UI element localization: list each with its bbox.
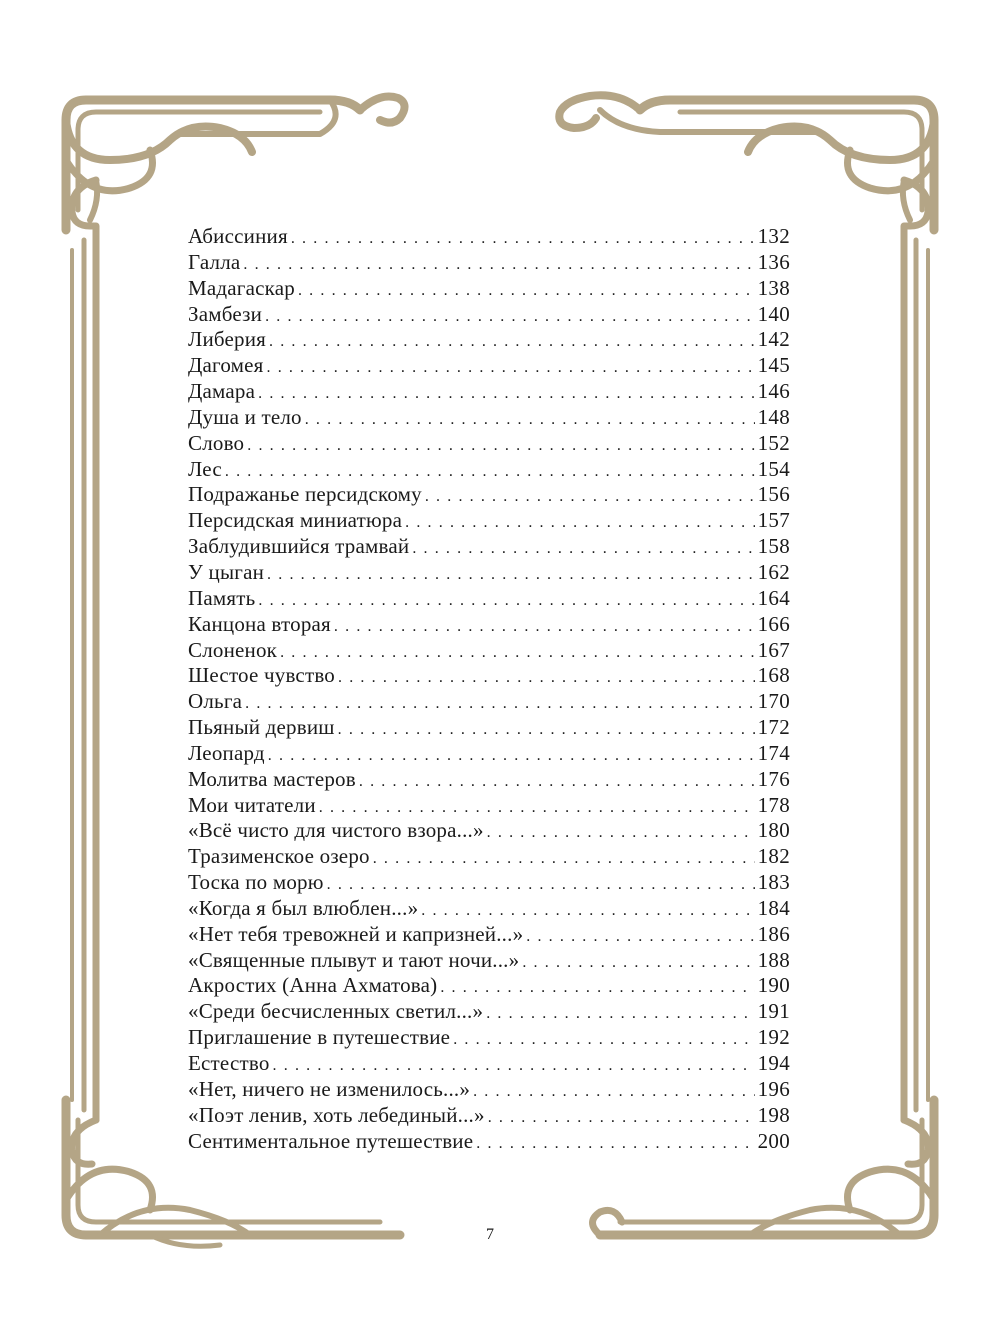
toc-entry (188, 767, 790, 793)
toc-entry (188, 431, 790, 457)
toc-entry-title: Ольга (188, 689, 243, 714)
toc-entry-title: Заблудившийся трамвай (188, 534, 410, 559)
toc-entry (188, 715, 790, 741)
toc-entry (188, 586, 790, 612)
toc-entry (188, 870, 790, 896)
toc-entry-title: Леопард (188, 740, 265, 765)
toc-entry (188, 973, 790, 999)
toc-entry-title: «Среди бесчисленных светил...» (188, 999, 484, 1024)
toc-dot-leader (487, 820, 755, 846)
toc-entry-title: Пьяный дервиш (188, 715, 335, 740)
toc-entry-page: 172 (757, 715, 790, 740)
toc-entry-title: Дагомея (188, 353, 264, 378)
toc-dot-leader (258, 588, 754, 614)
toc-entry-title: «Когда я был влюблен...» (188, 895, 419, 920)
toc-entry-title: Приглашение в путешествие (188, 1025, 451, 1050)
toc-entry-title: Персидская миниатюра (188, 508, 403, 533)
toc-entry (188, 250, 790, 276)
toc-dot-leader (338, 717, 755, 743)
toc-entry-page: 178 (757, 792, 790, 817)
toc-entry (188, 1103, 790, 1129)
toc-dot-leader (425, 484, 755, 510)
toc-entry-page: 142 (757, 327, 790, 352)
toc-entry (188, 276, 790, 302)
toc-dot-leader (412, 536, 754, 562)
toc-dot-leader (319, 795, 755, 821)
table-of-contents (188, 224, 790, 1154)
toc-entry-page: 180 (757, 818, 790, 843)
toc-entry (188, 534, 790, 560)
toc-entry-page: 190 (757, 973, 790, 998)
toc-dot-leader (267, 355, 755, 381)
toc-dot-leader (247, 433, 754, 459)
toc-entry-page: 154 (757, 456, 790, 481)
toc-dot-leader (421, 898, 754, 924)
toc-entry-title: «Всё чисто для чистого взора...» (188, 818, 484, 843)
toc-entry (188, 327, 790, 353)
toc-dot-leader (526, 924, 754, 950)
toc-entry-title: Абиссиния (188, 224, 288, 248)
toc-entry-title: Молитва мастеров (188, 766, 356, 791)
toc-dot-leader (280, 640, 755, 666)
toc-entry (188, 1051, 790, 1077)
toc-entry-title: Слово (188, 430, 245, 455)
toc-entry-page: 167 (757, 637, 790, 662)
toc-entry (188, 508, 790, 534)
toc-entry-title: Естество (188, 1051, 270, 1075)
toc-entry-title: «Нет, ничего не изменилось...» (188, 1076, 471, 1101)
toc-entry-page: 152 (757, 430, 790, 455)
toc-dot-leader (225, 459, 755, 485)
toc-dot-leader (268, 743, 755, 769)
toc-dot-leader (265, 304, 755, 330)
toc-entry-title: Тразименское озеро (188, 844, 370, 869)
toc-dot-leader (305, 407, 755, 433)
toc-dot-leader (440, 975, 754, 1001)
toc-entry-page: 136 (757, 249, 790, 274)
toc-entry-title: Мадагаскар (188, 275, 295, 300)
toc-entry-title: Акростих (Анна Ахматова) (188, 973, 438, 998)
toc-entry-page: 162 (757, 559, 790, 584)
page-number: 7 (486, 1226, 494, 1243)
toc-entry (188, 793, 790, 819)
toc-entry-title: Душа и тело (188, 404, 302, 429)
corner-ornament-top-right (559, 95, 934, 235)
toc-entry (188, 741, 790, 767)
toc-dot-leader (373, 846, 755, 872)
toc-entry-page: 191 (757, 999, 790, 1024)
toc-entry-page: 157 (757, 508, 790, 533)
toc-entry (188, 560, 790, 586)
toc-entry-title: Подражанье персидскому (188, 482, 422, 507)
toc-entry-page: 132 (757, 224, 790, 248)
toc-entry-page: 168 (757, 663, 790, 688)
toc-entry-title: «Нет тебя тревожней и капризней...» (188, 921, 524, 946)
toc-entry (188, 663, 790, 689)
toc-entry (188, 1129, 790, 1155)
toc-entry-page: 186 (757, 921, 790, 946)
toc-dot-leader (267, 562, 755, 588)
toc-entry-page: 145 (757, 353, 790, 378)
toc-dot-leader (327, 872, 755, 898)
toc-entry (188, 922, 790, 948)
toc-entry (188, 302, 790, 328)
toc-entry-title: Мои читатели (188, 792, 316, 817)
toc-dot-leader (273, 1053, 755, 1079)
corner-ornament-top-left (66, 97, 405, 236)
toc-dot-leader (291, 226, 755, 252)
toc-entry (188, 844, 790, 870)
toc-entry-page: 148 (757, 404, 790, 429)
toc-dot-leader (476, 1131, 754, 1157)
toc-entry (188, 405, 790, 431)
toc-entry-page: 146 (757, 379, 790, 404)
toc-entry-page: 156 (757, 482, 790, 507)
toc-entry-title: Слоненок (188, 637, 278, 662)
toc-entry-title: «Поэт ленив, хоть лебединый...» (188, 1102, 485, 1127)
toc-entry-title: У цыган (188, 559, 265, 584)
toc-entry (188, 818, 790, 844)
toc-entry-page: 183 (757, 870, 790, 895)
toc-dot-leader (486, 1001, 754, 1027)
toc-entry (188, 999, 790, 1025)
toc-entry-title: Либерия (188, 327, 267, 352)
toc-entry-page: 158 (757, 534, 790, 559)
toc-dot-leader (334, 614, 755, 640)
toc-entry-title: Шестое чувство (188, 663, 336, 688)
toc-entry-title: Память (188, 585, 256, 610)
toc-dot-leader (269, 329, 755, 355)
toc-entry-title: Лес (188, 456, 222, 481)
toc-entry-page: 192 (757, 1025, 790, 1050)
side-border-right (904, 235, 928, 1120)
toc-entry-title: Галла (188, 249, 241, 274)
toc-entry-page: 196 (757, 1076, 790, 1101)
toc-entry (188, 379, 790, 405)
toc-entry-page: 184 (757, 895, 790, 920)
toc-dot-leader (359, 769, 755, 795)
toc-entry-page: 198 (757, 1102, 790, 1127)
toc-entry (188, 689, 790, 715)
toc-dot-leader (405, 510, 754, 536)
toc-dot-leader (245, 691, 754, 717)
toc-entry-title: «Священные плывут и тают ночи...» (188, 947, 520, 972)
toc-dot-leader (258, 381, 754, 407)
toc-entry-page: 166 (757, 611, 790, 636)
toc-entry-page: 182 (757, 844, 790, 869)
toc-entry-page: 170 (757, 689, 790, 714)
toc-entry-page: 140 (757, 301, 790, 326)
toc-entry (188, 353, 790, 379)
toc-dot-leader (453, 1027, 754, 1053)
toc-entry-title: Дамара (188, 379, 256, 404)
toc-entry-title: Канцона вторая (188, 611, 331, 636)
toc-entry-page: 164 (757, 585, 790, 610)
toc-entry (188, 638, 790, 664)
toc-dot-leader (473, 1079, 755, 1105)
toc-dot-leader (522, 950, 754, 976)
toc-entry-title: Тоска по морю (188, 870, 324, 895)
toc-entry (188, 1077, 790, 1103)
toc-entry-page: 194 (757, 1051, 790, 1075)
side-border-left (72, 235, 96, 1120)
toc-dot-leader (243, 252, 754, 278)
toc-entry-page: 138 (757, 275, 790, 300)
toc-entry-title: Сентиментальное путешествие (188, 1128, 474, 1153)
toc-entry (188, 948, 790, 974)
toc-entry-page: 174 (757, 740, 790, 765)
toc-entry (188, 1025, 790, 1051)
toc-entry-page: 188 (757, 947, 790, 972)
toc-dot-leader (488, 1105, 755, 1131)
toc-entry (188, 224, 790, 250)
toc-dot-leader (298, 278, 755, 304)
toc-dot-leader (338, 665, 755, 691)
toc-entry (188, 612, 790, 638)
toc-entry-page: 176 (757, 766, 790, 791)
toc-entry (188, 896, 790, 922)
toc-entry (188, 482, 790, 508)
toc-entry (188, 457, 790, 483)
toc-entry-page: 200 (757, 1128, 790, 1153)
toc-entry-title: Замбези (188, 301, 263, 326)
